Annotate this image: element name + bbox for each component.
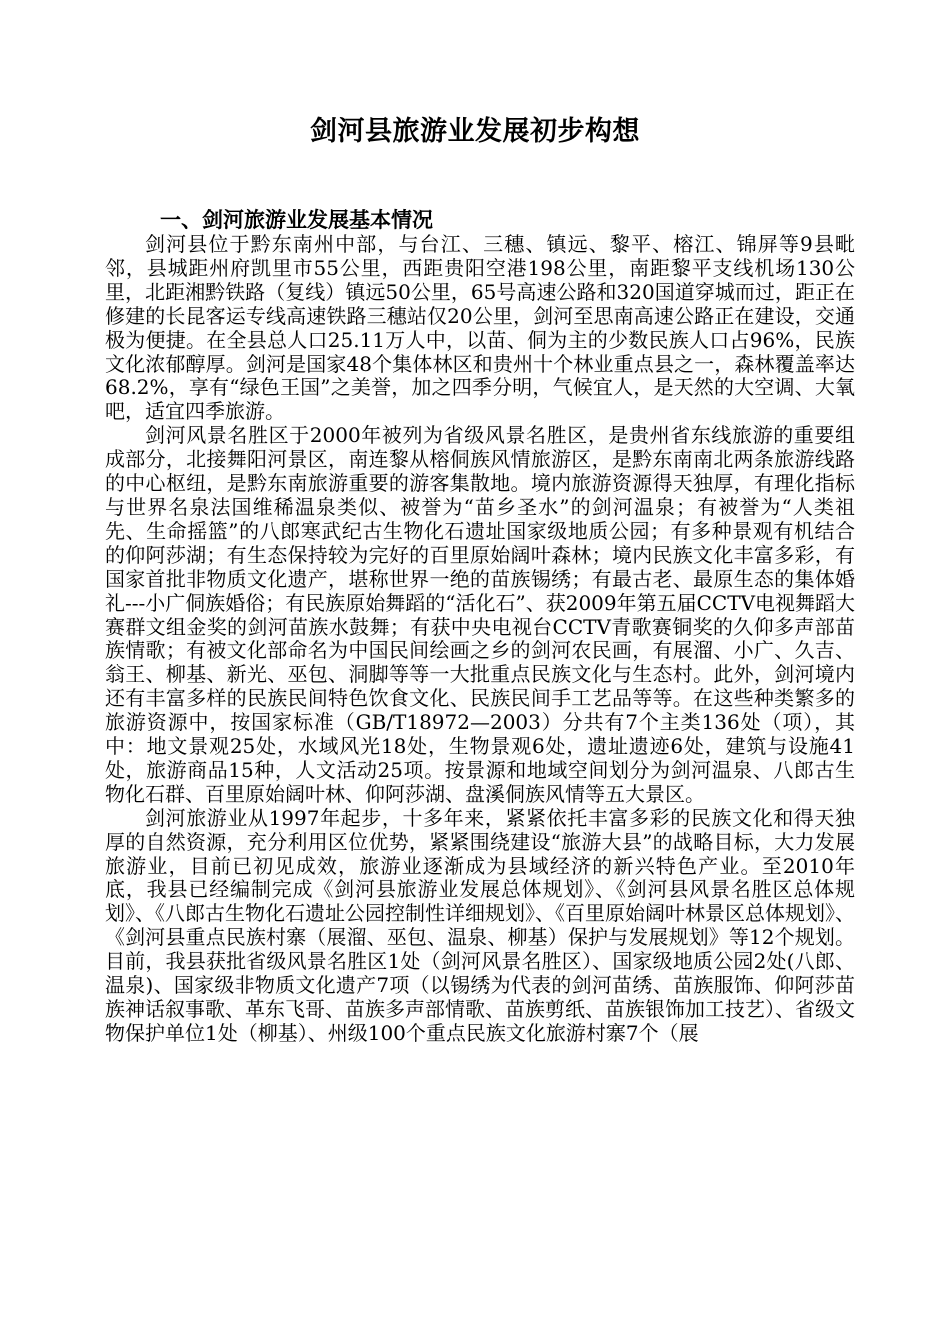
paragraph-location: 剑河县位于黔东南州中部，与台江、三穗、镇远、黎平、榕江、锦屏等9县毗邻，县城距州府凯里市55公里，西距贵阳空港198公里，南距黎平支线机场130公里，北距湘黔铁路（复线）镇远50公里，65号高速公路和320国道穿城而过，距正在修建的长昆客运专线高速铁路三穗站仅20公里，剑河至思南高速公路正在建设，交通极为便捷。在全县总人口25.11万人中，以苗、侗为主的少数民族人口占96%，民族文化浓郁醇厚。剑河是国家48个集体林区和贵州十个林业重点县之一，森林覆盖率达68.2%，享有“绿色王国”之美誉，加之四季分明，气候宜人，是天然的大空调、大氧吧，适宜四季旅游。 — [105, 232, 855, 424]
paragraph-scenic-area: 剑河风景名胜区于2000年被列为省级风景名胜区，是贵州省东线旅游的重要组成部分，北接舞阳河景区，南连黎从榕侗族风情旅游区，是黔东南南北两条旅游线路的中心枢纽，是黔东南旅游重要的游客集散地。境内旅游资源得天独厚，有理化指标与世界名泉法国维稀温泉类似、被誉为“苗乡圣水”的剑河温泉；有被誉为“人类祖先、生命摇篮”的八郎寒武纪古生物化石遗址国家级地质公园；有多种景观有机结合的仰阿莎湖；有生态保持较为完好的百里原始阔叶森林；境内民族文化丰富多彩，有国家首批非物质文化遗产，堪称世界一绝的苗族锡绣；有最古老、最原生态的集体婚礼---小广侗族婚俗；有民族原始舞蹈的“活化石”、获2009年第五届CCTV电视舞蹈大赛群文组金奖的剑河苗族水鼓舞；有获中央电视台CCTV青歌赛铜奖的久仰多声部苗族情歌；有被文化部命名为中国民间绘画之乡的剑河农民画，有展溜、小广、久吉、翁王、柳基、新光、巫包、洞脚等等一大批重点民族文化与生态村。此外，剑河境内还有丰富多样的民族民间特色饮食文化、民族民间手工艺品等等。在这些种类繁多的旅游资源中，按国家标准（GB/T18972—2003）分共有7个主类136处（项），其中：地文景观25处，水域风光18处，生物景观6处，遗址遗迹6处，建筑与设施41处，旅游商品15种，人文活动25项。按景源和地域空间划分为剑河温泉、八郎古生物化石群、百里原始阔叶林、仰阿莎湖、盘溪侗族风情等五大景区。 — [105, 423, 856, 806]
paragraph-development: 剑河旅游业从1997年起步，十多年来，紧紧依托丰富多彩的民族文化和得天独厚的自然资源，充分利用区位优势，紧紧围绕建设“旅游大县”的战略目标，大力发展旅游业，目前已初见成效，旅游业逐渐成为县域经济的新兴特色产业。至2010年底，我县已经编制完成《剑河县旅游业发展总体规划》、《剑河县风景名胜区总体规划》、《八郎古生物化石遗址公园控制性详细规划》、《百里原始阔叶林景区总体规划》、《剑河县重点民族村寨（展溜、巫包、温泉、柳基）保护与发展规划》等12个规划。目前，我县获批省级风景名胜区1处（剑河风景名胜区）、国家级地质公园2处(八郎、温泉)、国家级非物质文化遗产7项（以锡绣为代表的剑河苗绣、苗族服饰、仰阿莎苗族神话叙事歌、革东飞哥、苗族多声部情歌、苗族剪纸、苗族银饰加工技艺）、省级文物保护单位1处（柳基）、州级100个重点民族文化旅游村寨7个（展 — [105, 805, 855, 1045]
document-title: 剑河县旅游业发展初步构想 — [310, 116, 640, 147]
section-body — [105, 233, 855, 1046]
section-heading: 一、剑河旅游业发展基本情况 — [160, 208, 433, 232]
